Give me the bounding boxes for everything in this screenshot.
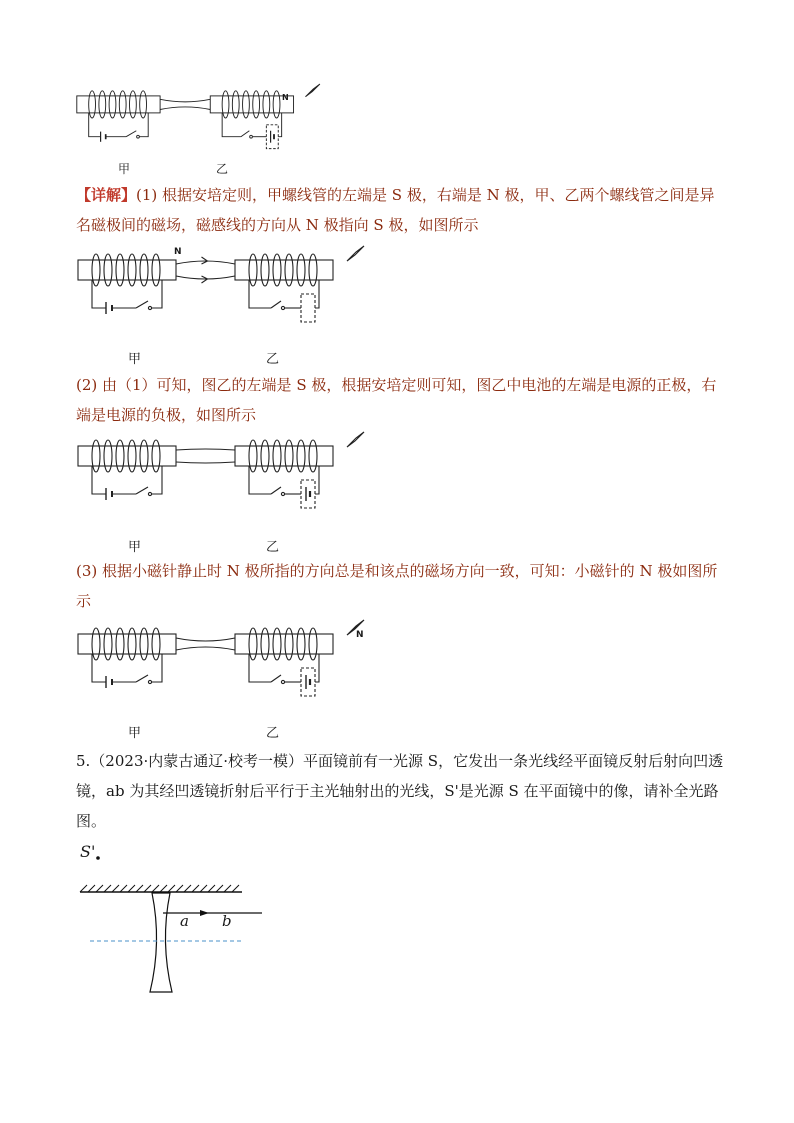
- answer-tag: 【详解】: [76, 186, 137, 204]
- fig2-label-right: 乙: [266, 540, 280, 555]
- answer-p2-text: (2) 由（1）可知，图乙的左端是 S 极，根据安培定则可知，图乙中电池的左端是电源的正极，右端是电源的负极，如图所示: [76, 376, 717, 424]
- ray-arrow: [200, 910, 209, 916]
- concave-lens: [150, 893, 172, 992]
- image-point-dot: [96, 856, 100, 860]
- fig1-label-left: 甲: [128, 352, 142, 367]
- fig3-pole-n: N: [356, 630, 364, 640]
- fig1-label-right: 乙: [266, 352, 280, 367]
- question-5-text: 5.（2023·内蒙古通辽·校考一模）平面镜前有一光源 S，它发出一条光线经平面镜反射后射向凹透镜，ab 为其经凹透镜折射后平行于主光轴射出的光线，S'是光源 S 在平面镜中的像，请补全光路图。: [76, 752, 724, 830]
- fig0-pole-n: N: [282, 93, 289, 102]
- image-point-label: S': [80, 842, 96, 861]
- fig2-label-left: 甲: [128, 540, 142, 555]
- answer-p1-text: (1) 根据安培定则，甲螺线管的左端是 S 极，右端是 N 极，甲、乙两个螺线管之间是异名磁极间的磁场，磁感线的方向从 N 极指向 S 极，如图所示: [76, 186, 715, 234]
- fig3-label-left: 甲: [128, 726, 142, 741]
- ray-label-a: a: [180, 912, 189, 930]
- fig0-label-left: 甲: [118, 162, 131, 176]
- fig3-label-right: 乙: [266, 726, 280, 741]
- mirror-hatching: [80, 885, 239, 892]
- answer-p3-text: (3) 根据小磁针静止时 N 极所指的方向总是和该点的磁场方向一致，可知：小磁针的 N 极如图所示: [76, 562, 718, 610]
- fig0-label-right: 乙: [216, 162, 229, 176]
- ray-label-b: b: [222, 912, 232, 930]
- fig1-pole-n: N: [174, 247, 182, 257]
